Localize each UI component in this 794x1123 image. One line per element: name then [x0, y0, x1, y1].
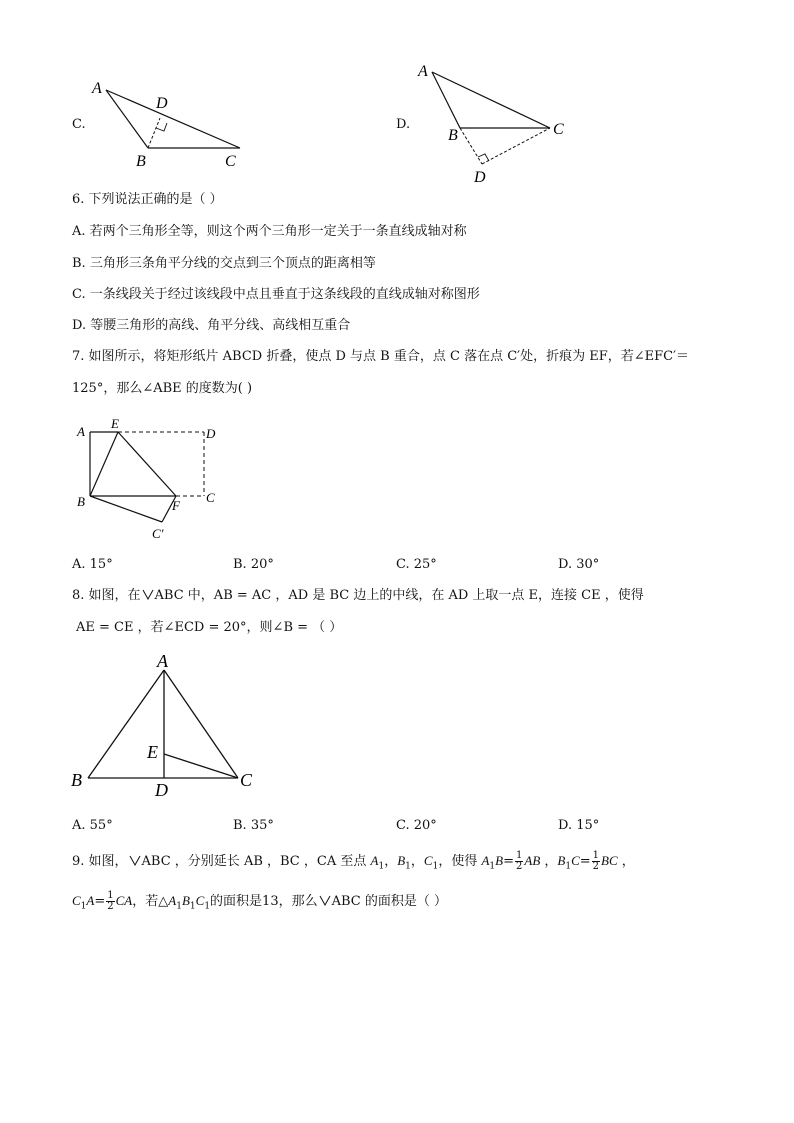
q7-label-cprime: C′	[152, 526, 164, 541]
q5c-label-d: D	[156, 95, 168, 112]
q9-part2: ABC ，分别延长 AB ，BC ，CA 至点	[141, 854, 371, 869]
q7-stem-line2: 125°，那么∠ABE 的度数为( )	[72, 381, 253, 396]
q9-part1: 9. 如图，	[72, 854, 128, 869]
q8-label-b: B	[71, 770, 82, 790]
q6-option-d: D. 等腰三角形的高线、角平分线、高线相互重合	[72, 318, 351, 333]
fraction-half: $\frac{1}{2}$	[516, 850, 523, 872]
q9-part4: ，若△	[132, 894, 169, 909]
q5c-label-a: A	[92, 80, 102, 97]
fraction-half: $\frac{1}{2}$	[107, 890, 114, 912]
q7-option-c: C. 25°	[396, 557, 437, 572]
q8-stem-line2: AE = CE ，若∠ECD = 20°，则∠B = （ ）	[76, 620, 343, 635]
q8-stem-part1: 8. 如图，在	[72, 588, 141, 603]
q9-stem-line1: 9. 如图， ABC ，分别延长 AB ，BC ，CA 至点 $A_1$，$B_1$，$C_1$，使得 $A_1B=$ $\frac{1}{2}$ AB ，$B_1C=$ $\frac{1}{2}$ BC ，	[72, 850, 635, 872]
q7-label-b: B	[77, 494, 85, 509]
q7-option-d: D. 30°	[558, 557, 600, 572]
q7-label-c: C	[206, 490, 215, 505]
q5-option-c-label: C.	[72, 117, 86, 132]
q5d-label-b: B	[448, 127, 458, 144]
fraction-half: $\frac{1}{2}$	[592, 850, 600, 872]
q8-option-b: B. 35°	[233, 818, 274, 833]
q6-option-c: C. 一条线段关于经过该线段中点且垂直于这条线段的直线成轴对称图形	[72, 287, 480, 302]
q8-label-e: E	[147, 742, 158, 762]
q5-option-d-label: D.	[396, 117, 411, 132]
q5d-label-a: A	[418, 63, 428, 80]
q7-option-a: A. 15°	[72, 557, 113, 572]
q9-part3: ，使得	[438, 854, 482, 869]
q8-option-d: D. 15°	[558, 818, 600, 833]
q7-label-d: D	[206, 426, 216, 441]
q8-label-d: D	[155, 780, 168, 800]
q7-label-e: E	[111, 416, 119, 431]
triangle-symbol-icon	[142, 589, 154, 600]
q8-label-c: C	[240, 770, 253, 790]
q7-option-b: B. 20°	[233, 557, 274, 572]
q8-stem-part2: ABC 中，AB = AC ，AD 是 BC 边上的中线，在 AD 上取一点 E，连接 CE ，使得	[154, 588, 644, 603]
q8-option-a: A. 55°	[72, 818, 113, 833]
q6-option-b: B. 三角形三条角平分线的交点到三个顶点的距离相等	[72, 256, 376, 271]
q8-option-c: C. 20°	[396, 818, 437, 833]
q5d-label-c: C	[553, 121, 564, 138]
q5-figure-d	[412, 60, 582, 190]
triangle-symbol-icon	[319, 895, 331, 906]
q8-label-a: A	[157, 651, 168, 671]
q7-label-f: F	[172, 498, 180, 513]
q5-figure-c	[90, 78, 250, 173]
q7-label-a: A	[77, 424, 85, 439]
q7-stem-line1: 7. 如图所示，将矩形纸片 ABCD 折叠，使点 D 与点 B 重合，点 C 落在点 C′处，折痕为 EF，若∠EFC′＝	[72, 349, 690, 364]
q8-stem-line1	[72, 588, 644, 604]
q8-figure	[68, 650, 268, 800]
q9-stem-line2: $C_1A=$ $\frac{1}{2}$ CA，若$\triangle A_1B_1C_1$的面积是13，那么 ABC 的面积是（ ）	[72, 890, 447, 912]
q7-figure	[72, 414, 232, 544]
triangle-symbol-icon	[129, 855, 141, 866]
q6-stem: 6. 下列说法正确的是（ ）	[72, 192, 223, 207]
q5c-label-b: B	[136, 153, 146, 170]
q6-option-a: A. 若两个三角形全等，则这个两个三角形一定关于一条直线成轴对称	[72, 224, 467, 239]
q5c-label-c: C	[225, 153, 236, 170]
q5d-label-d: D	[474, 169, 486, 186]
q9-part5: 的面积是13，那么	[210, 894, 318, 909]
q9-part6: ABC 的面积是（ ）	[331, 894, 447, 909]
